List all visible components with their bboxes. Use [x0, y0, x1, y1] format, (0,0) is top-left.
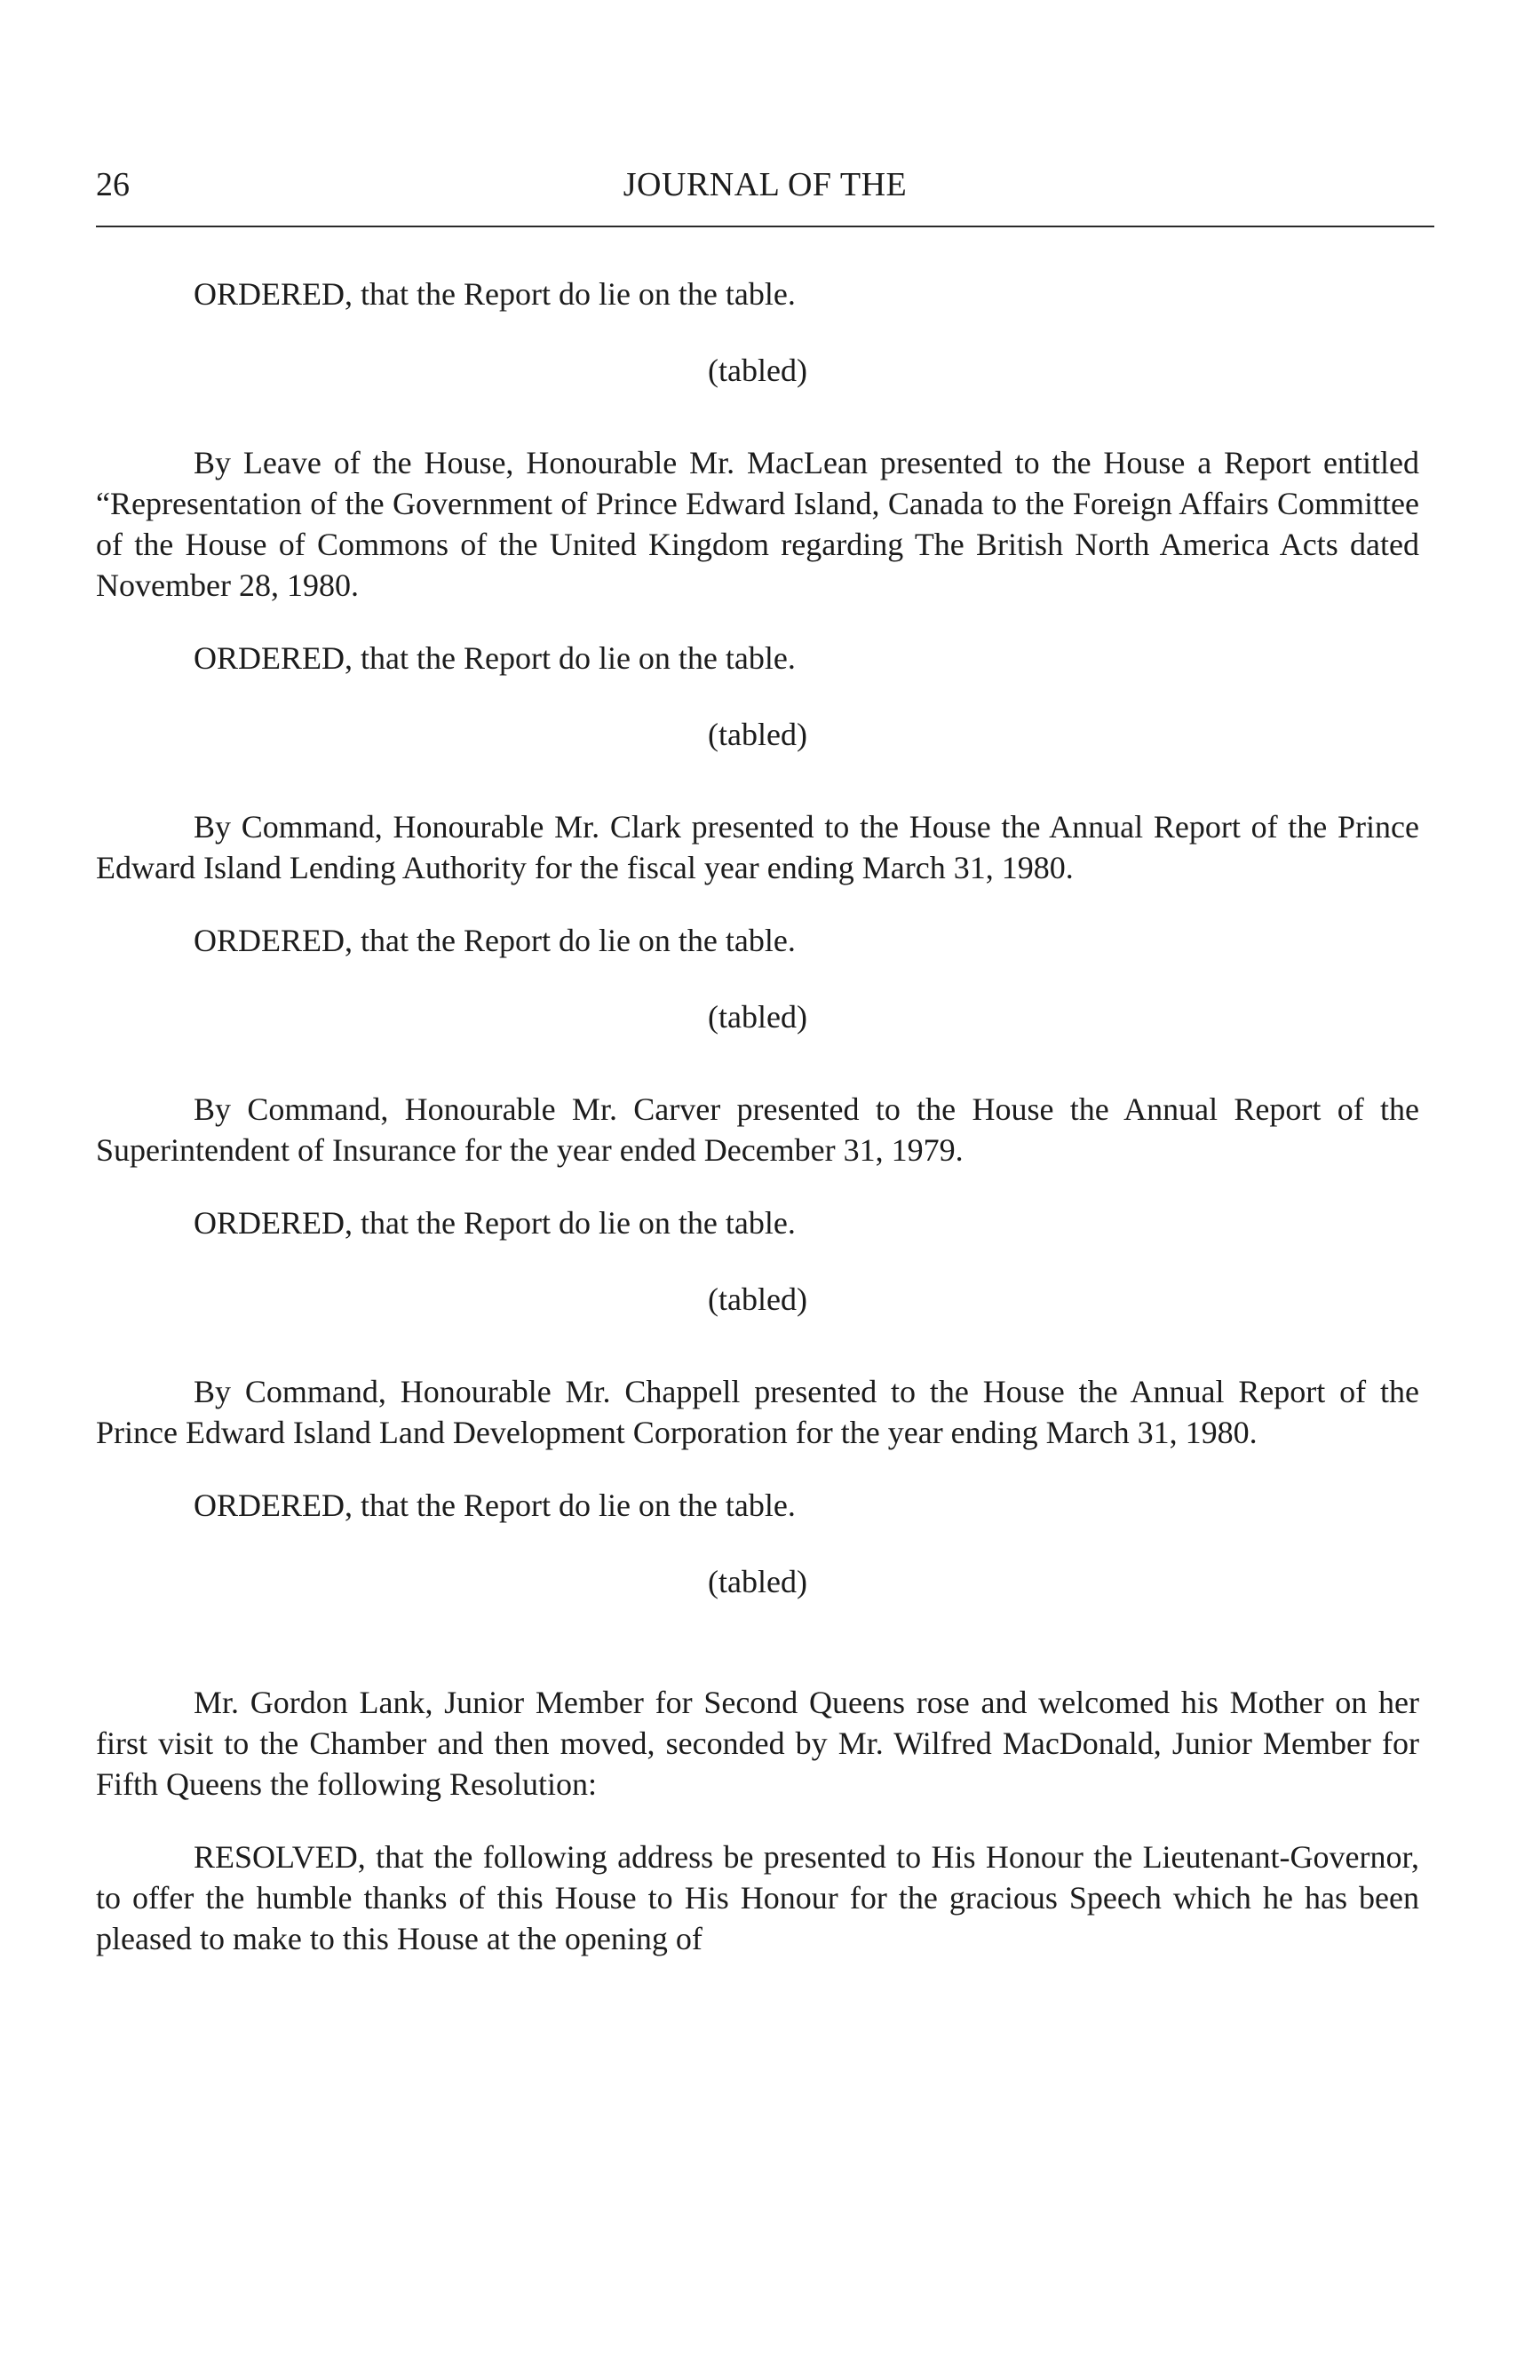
- tabled-note-2: (tabled): [708, 717, 807, 752]
- tabled-note-3: (tabled): [708, 999, 807, 1035]
- ordered-line-2: ORDERED, that the Report do lie on the table.: [194, 640, 796, 676]
- ordered-line-1: ORDERED, that the Report do lie on the table.: [194, 276, 796, 312]
- page-number: 26: [96, 166, 130, 203]
- ordered-line-3: ORDERED, that the Report do lie on the table.: [194, 923, 796, 958]
- paragraph-carver-report: By Command, Honourable Mr. Carver presented to the House the Annual Report of the Superintendent of Insurance for the year ended December 31, 1979.: [96, 1091, 1419, 1168]
- tabled-note-1: (tabled): [708, 353, 807, 388]
- tabled-note-4: (tabled): [708, 1281, 807, 1317]
- header-rule: [96, 226, 1434, 227]
- running-title: JOURNAL OF THE: [623, 166, 908, 203]
- paragraph-chappell-report: By Command, Honourable Mr. Chappell presented to the House the Annual Report of the Prince Edward Island Land Development Corporation for the year ending March 31, 1980.: [96, 1374, 1419, 1450]
- paragraph-lank-motion: Mr. Gordon Lank, Junior Member for Second Queens rose and welcomed his Mother on her first visit to the Chamber and then moved, seconded by Mr. Wilfred MacDonald, Junior Member for Fifth Queens the following Resolution:: [96, 1685, 1419, 1802]
- paragraph-maclean-report: By Leave of the House, Honourable Mr. MacLean presented to the House a Report entitled “Representation of the Government of Prince Edward Island, Canada to the Foreign Affairs Committee of the House of Commons of the United Kingdom regarding The British North America Acts dated November 28, 1980.: [96, 445, 1419, 603]
- journal-body: [96, 274, 1419, 1959]
- tabled-note-5: (tabled): [708, 1564, 807, 1599]
- paragraph-resolution: RESOLVED, that the following address be presented to His Honour the Lieutenant-Governor, to offer the humble thanks of this House to His Honour for the gracious Speech which he has been pleased to make to this House at the opening of: [96, 1839, 1419, 1956]
- paragraph-clark-report: By Command, Honourable Mr. Clark presented to the House the Annual Report of the Prince Edward Island Lending Authority for the fiscal year ending March 31, 1980.: [96, 809, 1419, 885]
- ordered-line-4: ORDERED, that the Report do lie on the table.: [194, 1205, 796, 1241]
- page-header: [96, 165, 1434, 215]
- ordered-line-5: ORDERED, that the Report do lie on the table.: [194, 1488, 796, 1523]
